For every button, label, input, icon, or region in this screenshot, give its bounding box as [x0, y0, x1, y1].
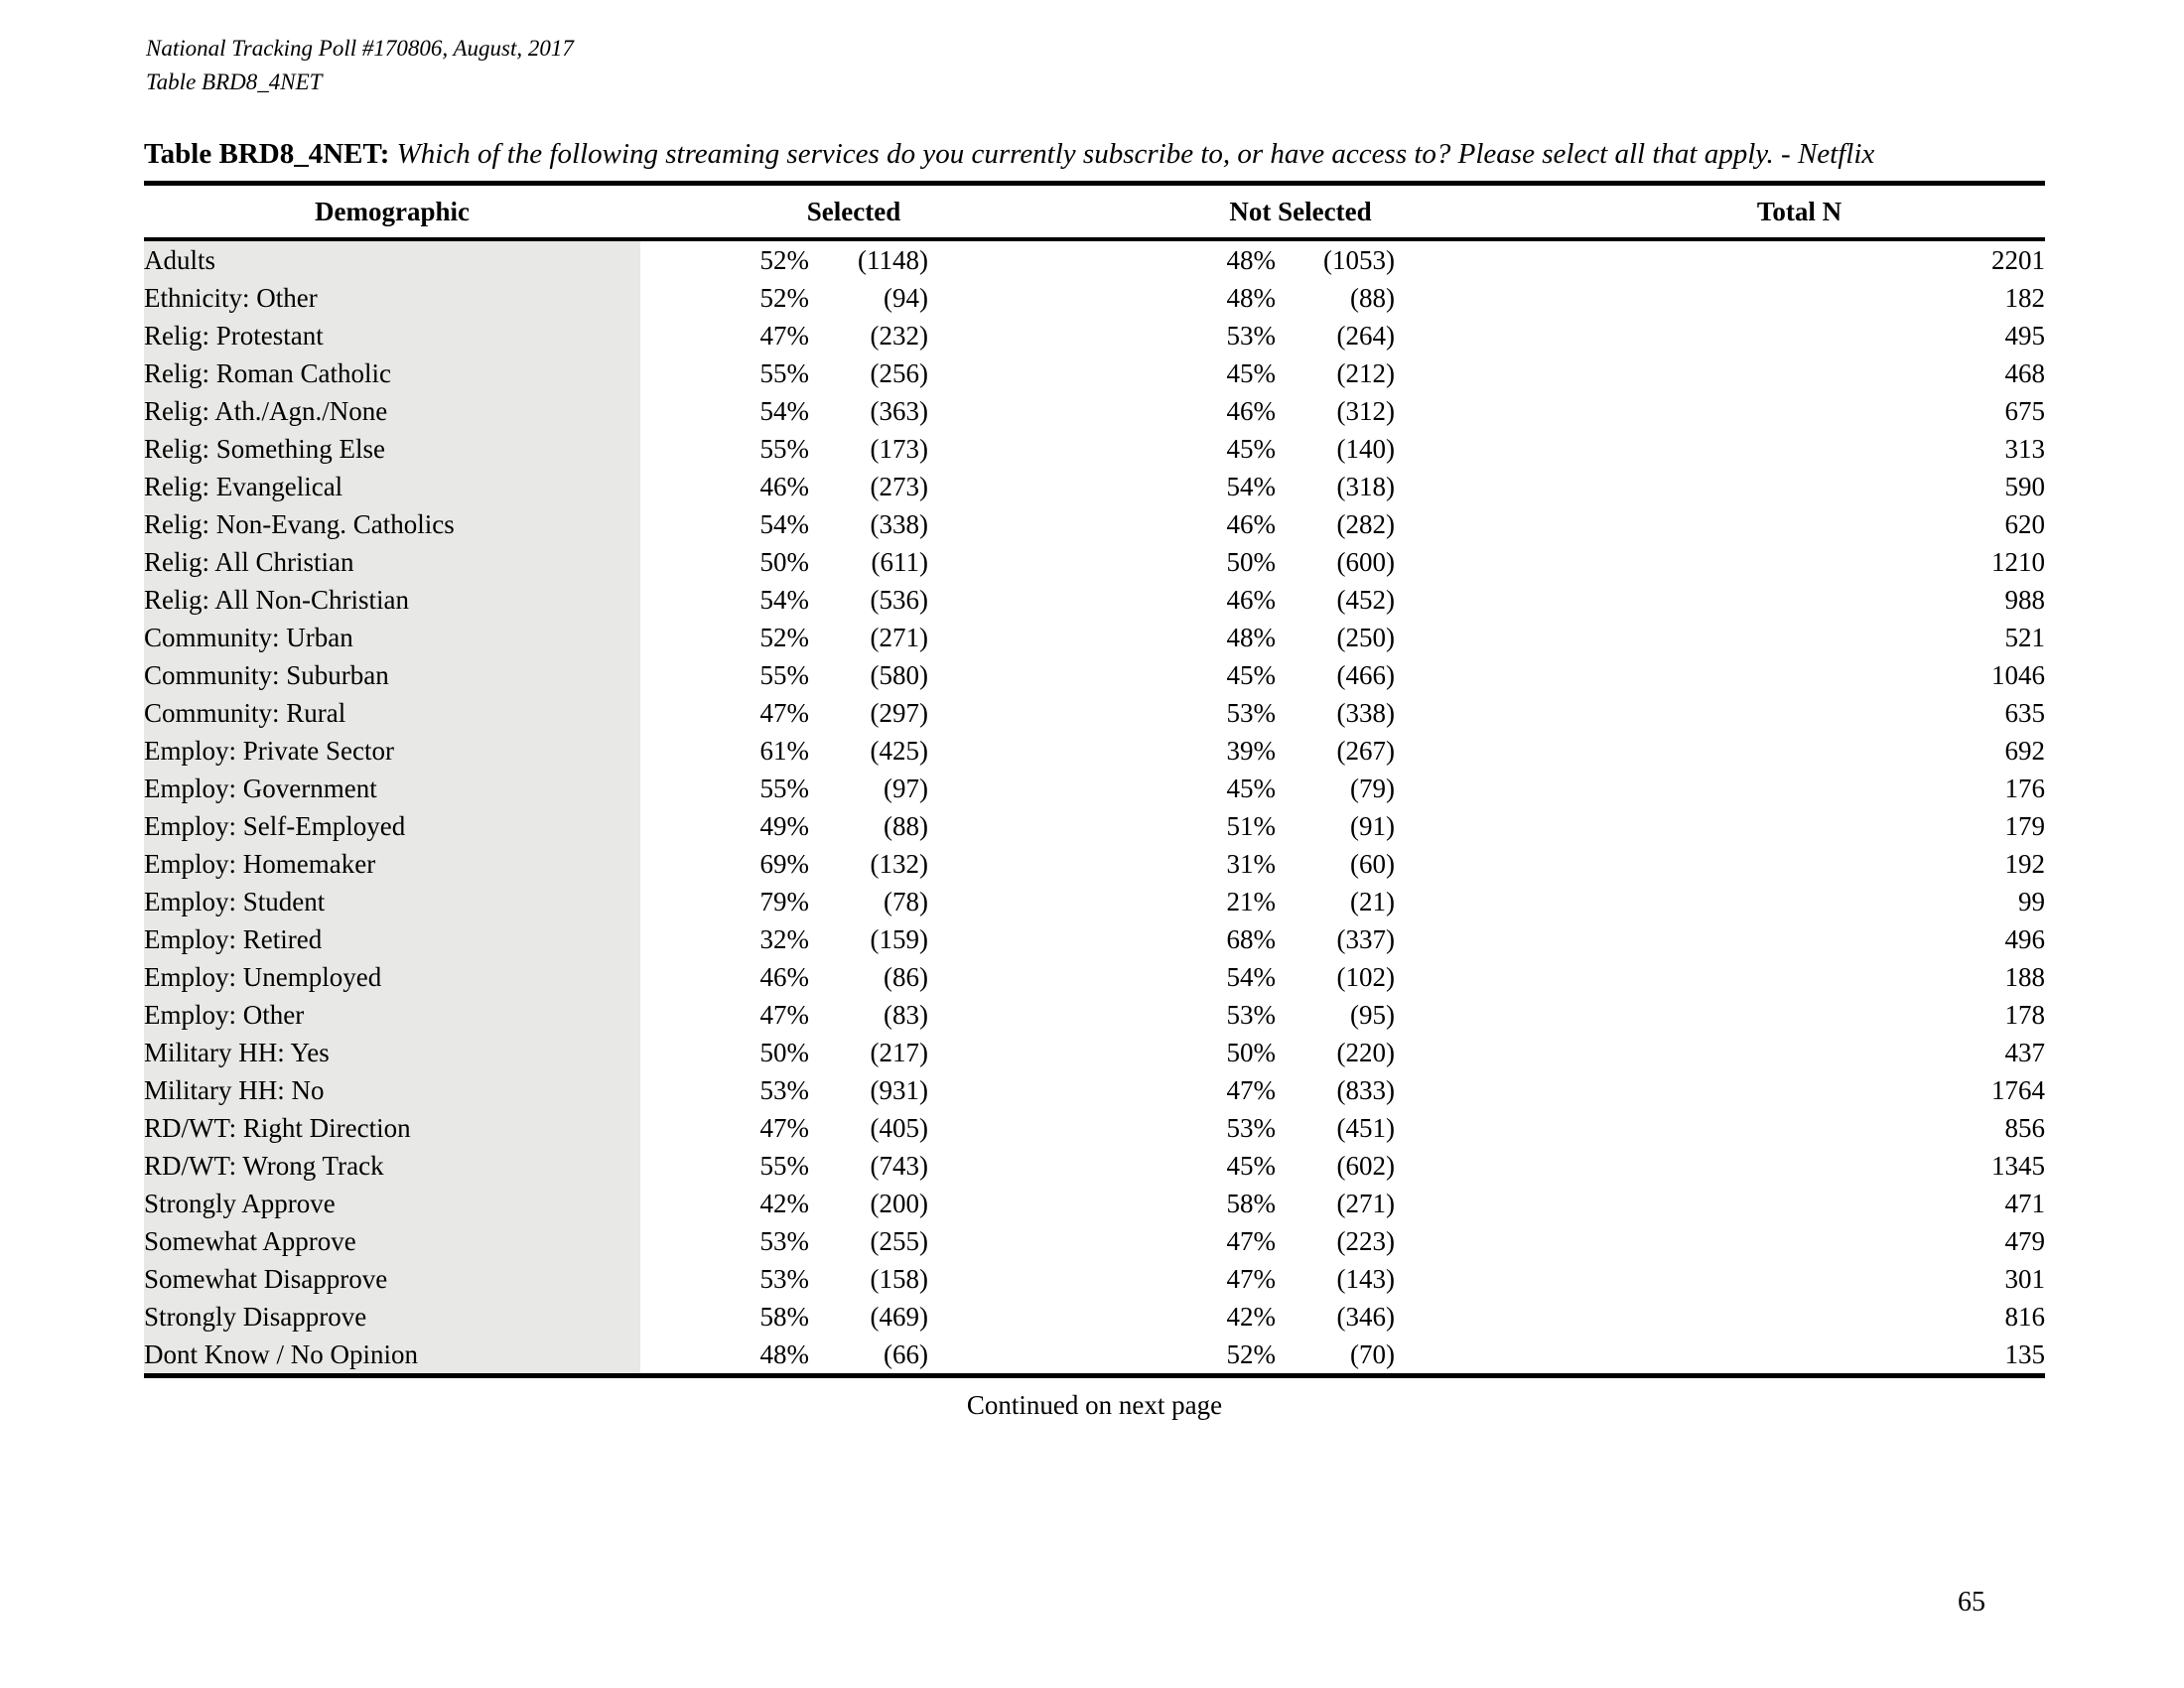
table-row — [144, 543, 2045, 581]
not-selected-pct-cell: 45% — [1226, 773, 1276, 803]
demographic-cell: Employ: Other — [144, 996, 640, 1034]
total-n-cell: 816 — [2004, 1301, 2045, 1332]
demographic-cell: Relig: Protestant — [144, 317, 640, 354]
not-selected-count-cell: (70) — [1350, 1338, 1395, 1369]
demographic-cell: Community: Urban — [144, 619, 640, 656]
table-row — [144, 279, 2045, 317]
selected-count-cell: (536) — [870, 584, 928, 615]
total-n-cell: 1764 — [1991, 1074, 2045, 1105]
total-n-cell: 188 — [2004, 961, 2045, 992]
selected-count-cell: (173) — [870, 433, 928, 464]
header-row — [144, 184, 2045, 240]
selected-count-cell: (86) — [884, 961, 928, 992]
selected-count-cell: (363) — [870, 395, 928, 426]
continued-note: Continued on next page — [966, 1390, 1223, 1420]
demographic-cell: Somewhat Disapprove — [144, 1260, 640, 1298]
not-selected-pct-cell: 31% — [1226, 848, 1276, 879]
table-row — [144, 656, 2045, 694]
not-selected-pct-cell: 47% — [1226, 1263, 1276, 1294]
not-selected-count-cell: (318) — [1336, 471, 1395, 501]
total-n-cell: 471 — [2004, 1188, 2045, 1218]
demographic-cell: Military HH: No — [144, 1071, 640, 1109]
not-selected-pct-cell: 50% — [1226, 546, 1276, 577]
table-row — [144, 770, 2045, 807]
table-row — [144, 996, 2045, 1034]
demographic-cell: Strongly Disapprove — [144, 1298, 640, 1336]
table-row — [144, 581, 2045, 619]
page-number: 65 — [1958, 1587, 1985, 1618]
not-selected-pct-cell: 58% — [1226, 1188, 1276, 1218]
selected-pct-cell: 55% — [759, 433, 809, 464]
selected-count-cell: (273) — [870, 471, 928, 501]
not-selected-count-cell: (60) — [1350, 848, 1395, 879]
column-header-not-selected: Not Selected — [928, 184, 1395, 240]
total-n-cell: 635 — [2004, 697, 2045, 728]
selected-pct-cell: 50% — [759, 546, 809, 577]
table-title-label: Table BRD8_4NET: — [144, 138, 390, 170]
selected-pct-cell: 53% — [759, 1225, 809, 1256]
table-title — [144, 137, 2045, 181]
demographic-cell: Relig: Ath./Agn./None — [144, 392, 640, 430]
selected-count-cell: (66) — [884, 1338, 928, 1369]
total-n-cell: 313 — [2004, 433, 2045, 464]
total-n-cell: 479 — [2004, 1225, 2045, 1256]
table-region — [144, 137, 2045, 1421]
total-n-cell: 856 — [2004, 1112, 2045, 1143]
total-n-cell: 620 — [2004, 508, 2045, 539]
column-header-total-n: Total N — [1395, 184, 2045, 240]
selected-count-cell: (97) — [884, 773, 928, 803]
total-n-cell: 495 — [2004, 320, 2045, 351]
not-selected-pct-cell: 51% — [1226, 810, 1276, 841]
selected-pct-cell: 46% — [759, 471, 809, 501]
table-row — [144, 1185, 2045, 1222]
not-selected-count-cell: (600) — [1336, 546, 1395, 577]
selected-pct-cell: 55% — [759, 1150, 809, 1181]
selected-count-cell: (271) — [870, 622, 928, 652]
demographic-cell: Employ: Student — [144, 883, 640, 920]
total-n-cell: 590 — [2004, 471, 2045, 501]
poll-table — [144, 181, 2045, 1378]
selected-pct-cell: 52% — [759, 282, 809, 313]
not-selected-pct-cell: 68% — [1226, 923, 1276, 954]
total-n-cell: 1345 — [1991, 1150, 2045, 1181]
table-row — [144, 1222, 2045, 1260]
total-n-cell: 496 — [2004, 923, 2045, 954]
table-row — [144, 619, 2045, 656]
demographic-cell: Relig: Non-Evang. Catholics — [144, 505, 640, 543]
selected-count-cell: (255) — [870, 1225, 928, 1256]
not-selected-count-cell: (79) — [1350, 773, 1395, 803]
not-selected-pct-cell: 53% — [1226, 1112, 1276, 1143]
not-selected-count-cell: (102) — [1336, 961, 1395, 992]
table-row — [144, 239, 2045, 279]
not-selected-count-cell: (264) — [1336, 320, 1395, 351]
not-selected-pct-cell: 42% — [1226, 1301, 1276, 1332]
total-n-cell: 301 — [2004, 1263, 2045, 1294]
not-selected-count-cell: (452) — [1336, 584, 1395, 615]
table-row — [144, 1071, 2045, 1109]
demographic-cell: RD/WT: Right Direction — [144, 1109, 640, 1147]
not-selected-pct-cell: 48% — [1226, 282, 1276, 313]
table-row — [144, 694, 2045, 732]
not-selected-count-cell: (220) — [1336, 1037, 1395, 1067]
selected-pct-cell: 47% — [759, 1112, 809, 1143]
selected-count-cell: (743) — [870, 1150, 928, 1181]
total-n-cell: 437 — [2004, 1037, 2045, 1067]
demographic-cell: Somewhat Approve — [144, 1222, 640, 1260]
not-selected-pct-cell: 53% — [1226, 697, 1276, 728]
table-body — [144, 239, 2045, 1376]
not-selected-count-cell: (282) — [1336, 508, 1395, 539]
selected-pct-cell: 48% — [759, 1338, 809, 1369]
selected-pct-cell: 47% — [759, 320, 809, 351]
selected-count-cell: (159) — [870, 923, 928, 954]
not-selected-count-cell: (833) — [1336, 1074, 1395, 1105]
not-selected-pct-cell: 53% — [1226, 320, 1276, 351]
selected-count-cell: (580) — [870, 659, 928, 690]
total-n-cell: 468 — [2004, 357, 2045, 388]
table-row — [144, 845, 2045, 883]
not-selected-pct-cell: 50% — [1226, 1037, 1276, 1067]
not-selected-pct-cell: 54% — [1226, 961, 1276, 992]
selected-pct-cell: 54% — [759, 508, 809, 539]
selected-count-cell: (232) — [870, 320, 928, 351]
total-n-cell: 178 — [2004, 999, 2045, 1030]
total-n-cell: 99 — [2018, 886, 2045, 916]
selected-pct-cell: 50% — [759, 1037, 809, 1067]
total-n-cell: 192 — [2004, 848, 2045, 879]
selected-pct-cell: 55% — [759, 659, 809, 690]
not-selected-pct-cell: 45% — [1226, 659, 1276, 690]
selected-pct-cell: 47% — [759, 697, 809, 728]
column-header-demographic: Demographic — [144, 184, 640, 240]
demographic-cell: RD/WT: Wrong Track — [144, 1147, 640, 1185]
total-n-cell: 176 — [2004, 773, 2045, 803]
demographic-cell: Employ: Government — [144, 770, 640, 807]
selected-pct-cell: 79% — [759, 886, 809, 916]
selected-pct-cell: 55% — [759, 773, 809, 803]
not-selected-count-cell: (91) — [1350, 810, 1395, 841]
table-row — [144, 1034, 2045, 1071]
selected-count-cell: (94) — [884, 282, 928, 313]
selected-count-cell: (256) — [870, 357, 928, 388]
demographic-cell: Employ: Self-Employed — [144, 807, 640, 845]
not-selected-pct-cell: 21% — [1226, 886, 1276, 916]
selected-count-cell: (931) — [870, 1074, 928, 1105]
not-selected-pct-cell: 48% — [1226, 244, 1276, 275]
column-header-selected: Selected — [640, 184, 928, 240]
total-n-cell: 521 — [2004, 622, 2045, 652]
not-selected-count-cell: (267) — [1336, 735, 1395, 766]
selected-count-cell: (217) — [870, 1037, 928, 1067]
not-selected-count-cell: (88) — [1350, 282, 1395, 313]
total-n-cell: 692 — [2004, 735, 2045, 766]
selected-count-cell: (611) — [871, 546, 928, 577]
not-selected-count-cell: (312) — [1336, 395, 1395, 426]
demographic-cell: Relig: All Christian — [144, 543, 640, 581]
selected-pct-cell: 53% — [759, 1263, 809, 1294]
selected-count-cell: (338) — [870, 508, 928, 539]
total-n-cell: 135 — [2004, 1338, 2045, 1369]
table-row — [144, 1260, 2045, 1298]
table-id-line: Table BRD8_4NET — [146, 70, 323, 94]
table-title-question: Which of the following streaming services do you currently subscribe to, or have access to? Please select all that apply. - Netflix — [396, 138, 1875, 170]
not-selected-count-cell: (95) — [1350, 999, 1395, 1030]
not-selected-pct-cell: 52% — [1226, 1338, 1276, 1369]
table-row — [144, 354, 2045, 392]
table-row — [144, 1336, 2045, 1376]
selected-count-cell: (425) — [870, 735, 928, 766]
table-row — [144, 392, 2045, 430]
selected-pct-cell: 46% — [759, 961, 809, 992]
not-selected-pct-cell: 45% — [1226, 1150, 1276, 1181]
not-selected-count-cell: (451) — [1336, 1112, 1395, 1143]
demographic-cell: Adults — [144, 239, 640, 279]
selected-count-cell: (88) — [884, 810, 928, 841]
not-selected-count-cell: (466) — [1336, 659, 1395, 690]
demographic-cell: Community: Suburban — [144, 656, 640, 694]
selected-count-cell: (132) — [870, 848, 928, 879]
not-selected-count-cell: (338) — [1336, 697, 1395, 728]
not-selected-pct-cell: 46% — [1226, 508, 1276, 539]
selected-count-cell: (200) — [870, 1188, 928, 1218]
not-selected-count-cell: (271) — [1336, 1188, 1395, 1218]
not-selected-count-cell: (1053) — [1323, 244, 1395, 275]
total-n-cell: 179 — [2004, 810, 2045, 841]
selected-count-cell: (405) — [870, 1112, 928, 1143]
demographic-cell: Community: Rural — [144, 694, 640, 732]
demographic-cell: Ethnicity: Other — [144, 279, 640, 317]
total-n-cell: 1046 — [1991, 659, 2045, 690]
table-row — [144, 505, 2045, 543]
table-row — [144, 883, 2045, 920]
table-row — [144, 317, 2045, 354]
not-selected-count-cell: (140) — [1336, 433, 1395, 464]
not-selected-pct-cell: 46% — [1226, 395, 1276, 426]
total-n-cell: 2201 — [1991, 244, 2045, 275]
document-header — [146, 32, 574, 99]
selected-pct-cell: 61% — [759, 735, 809, 766]
not-selected-pct-cell: 47% — [1226, 1074, 1276, 1105]
not-selected-pct-cell: 45% — [1226, 357, 1276, 388]
total-n-cell: 1210 — [1991, 546, 2045, 577]
selected-pct-cell: 52% — [759, 244, 809, 275]
demographic-cell: Relig: Something Else — [144, 430, 640, 468]
selected-pct-cell: 32% — [759, 923, 809, 954]
demographic-cell: Relig: Roman Catholic — [144, 354, 640, 392]
table-row — [144, 807, 2045, 845]
selected-pct-cell: 55% — [759, 357, 809, 388]
not-selected-pct-cell: 46% — [1226, 584, 1276, 615]
not-selected-count-cell: (212) — [1336, 357, 1395, 388]
total-n-cell: 988 — [2004, 584, 2045, 615]
not-selected-pct-cell: 45% — [1226, 433, 1276, 464]
selected-count-cell: (469) — [870, 1301, 928, 1332]
table-row — [144, 1298, 2045, 1336]
not-selected-pct-cell: 39% — [1226, 735, 1276, 766]
table-row — [144, 430, 2045, 468]
not-selected-count-cell: (346) — [1336, 1301, 1395, 1332]
demographic-cell: Dont Know / No Opinion — [144, 1336, 640, 1376]
table-row — [144, 1109, 2045, 1147]
poll-id-line: National Tracking Poll #170806, August, 2017 — [146, 36, 574, 61]
not-selected-count-cell: (337) — [1336, 923, 1395, 954]
demographic-cell: Relig: All Non-Christian — [144, 581, 640, 619]
not-selected-count-cell: (223) — [1336, 1225, 1395, 1256]
not-selected-pct-cell: 54% — [1226, 471, 1276, 501]
total-n-cell: 675 — [2004, 395, 2045, 426]
demographic-cell: Employ: Retired — [144, 920, 640, 958]
not-selected-count-cell: (602) — [1336, 1150, 1395, 1181]
selected-pct-cell: 49% — [759, 810, 809, 841]
demographic-cell: Employ: Unemployed — [144, 958, 640, 996]
demographic-cell: Relig: Evangelical — [144, 468, 640, 505]
table-row — [144, 920, 2045, 958]
total-n-cell: 182 — [2004, 282, 2045, 313]
not-selected-pct-cell: 53% — [1226, 999, 1276, 1030]
selected-count-cell: (297) — [870, 697, 928, 728]
not-selected-count-cell: (250) — [1336, 622, 1395, 652]
demographic-cell: Military HH: Yes — [144, 1034, 640, 1071]
selected-count-cell: (1148) — [858, 244, 928, 275]
selected-pct-cell: 53% — [759, 1074, 809, 1105]
demographic-cell: Employ: Private Sector — [144, 732, 640, 770]
not-selected-count-cell: (143) — [1336, 1263, 1395, 1294]
selected-pct-cell: 69% — [759, 848, 809, 879]
table-row — [144, 958, 2045, 996]
selected-pct-cell: 54% — [759, 395, 809, 426]
selected-pct-cell: 54% — [759, 584, 809, 615]
not-selected-count-cell: (21) — [1350, 886, 1395, 916]
selected-pct-cell: 58% — [759, 1301, 809, 1332]
selected-count-cell: (83) — [884, 999, 928, 1030]
selected-count-cell: (158) — [870, 1263, 928, 1294]
not-selected-pct-cell: 47% — [1226, 1225, 1276, 1256]
selected-pct-cell: 42% — [759, 1188, 809, 1218]
selected-pct-cell: 52% — [759, 622, 809, 652]
demographic-cell: Strongly Approve — [144, 1185, 640, 1222]
selected-pct-cell: 47% — [759, 999, 809, 1030]
selected-count-cell: (78) — [884, 886, 928, 916]
table-row — [144, 1147, 2045, 1185]
table-row — [144, 468, 2045, 505]
table-row — [144, 732, 2045, 770]
not-selected-pct-cell: 48% — [1226, 622, 1276, 652]
demographic-cell: Employ: Homemaker — [144, 845, 640, 883]
